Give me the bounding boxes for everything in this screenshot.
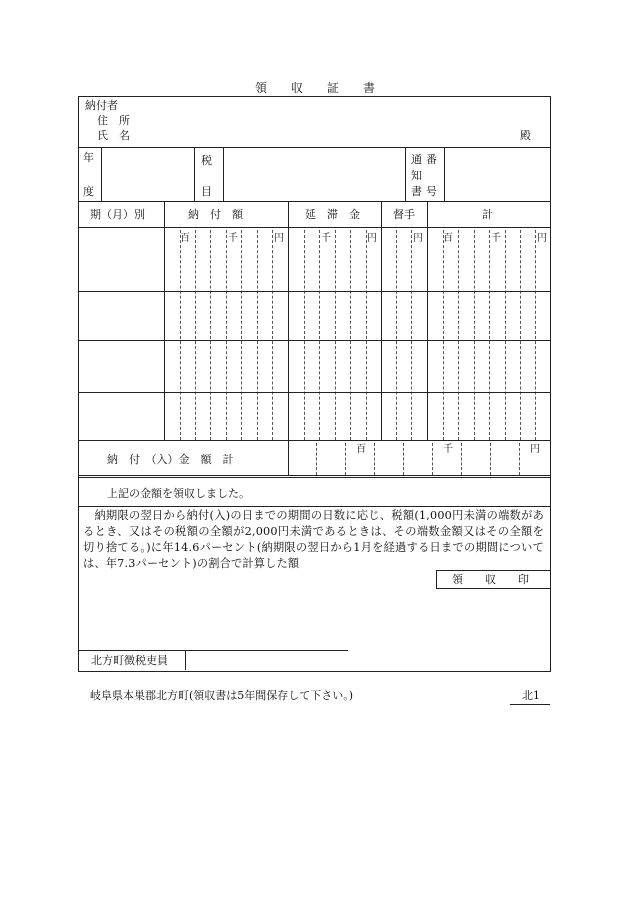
name-label: 氏 名 (97, 129, 130, 142)
unit-yen-late: 円 (367, 233, 377, 244)
col-line-period (164, 201, 165, 441)
total-unit-thousand: 千 (443, 444, 453, 455)
total-unit-hundred: 百 (356, 444, 366, 455)
col-line-payment (288, 201, 289, 441)
unit-thousand-total: 千 (491, 233, 501, 244)
digit-line (350, 230, 351, 440)
divider-year-value (194, 147, 195, 201)
address-label: 住 所 (97, 114, 130, 127)
total-digit-line (519, 443, 520, 475)
form-code: 北1 (522, 689, 540, 702)
divider-year (101, 147, 102, 201)
total-digit-line (316, 443, 317, 475)
total-digit-line (345, 443, 346, 475)
unit-hundred-payment: 百 (180, 233, 190, 244)
header-period: 期（月）別 (90, 208, 145, 221)
divider-tax-value (405, 147, 406, 201)
col-line-late (381, 201, 382, 441)
digit-line (272, 230, 273, 440)
collector-divider (78, 650, 348, 651)
digit-line (226, 230, 227, 440)
row-divider (78, 291, 550, 292)
unit-thousand-late: 千 (321, 233, 331, 244)
row-divider (78, 340, 550, 341)
digit-line (443, 230, 444, 440)
digit-line (304, 230, 305, 440)
divider-header-top (78, 201, 550, 202)
unit-hundred-total: 百 (443, 233, 453, 244)
late-fee-note: 納期限の翌日から納付(入)の日までの期間の日数に応じ、税額(1,000円未満の端数があるとき、又はその税額の全額が2,000円未満であるときは、その端数金額又はその全額を切り捨てる。)に年14.6パーセント(納期限の翌日から1月を経過する日までの期間については、年7.3パーセント)の割合で計算した額 (83, 509, 544, 570)
notice-label-5: 号 (426, 185, 437, 198)
total-digit-line (432, 443, 433, 475)
row-divider-total-top (78, 440, 550, 441)
digit-line (180, 230, 181, 440)
footer-text: 岐阜県本巣郡北方町(領収書は5年間保存して下さい。) (90, 689, 354, 702)
digit-line (241, 230, 242, 440)
digit-line (505, 230, 506, 440)
notice-label-1: 通 (411, 153, 422, 166)
year-label-top: 年 (83, 151, 94, 164)
digit-line (520, 230, 521, 440)
honorific-label: 殿 (520, 129, 531, 142)
stamp-box-top (436, 570, 550, 571)
form-code-underline (510, 704, 550, 705)
digit-line (458, 230, 459, 440)
payer-label: 納付者 (85, 99, 118, 112)
total-digit-line (490, 443, 491, 475)
collector-label: 北方町徴税吏員 (91, 654, 168, 667)
notice-label-2: 知 (411, 169, 422, 182)
total-digit-line (461, 443, 462, 475)
divider-tax-item (223, 147, 224, 201)
unit-yen-payment: 円 (274, 233, 284, 244)
total-unit-yen: 円 (530, 444, 540, 455)
digit-line (366, 230, 367, 440)
receipt-stamp-label: 領 収 印 (452, 573, 529, 586)
total-digit-line (374, 443, 375, 475)
divider-notice (444, 147, 445, 201)
digit-line (195, 230, 196, 440)
stamp-box-left (436, 570, 437, 588)
digit-line (411, 230, 412, 440)
year-label-bottom: 度 (83, 185, 94, 198)
header-late-fee: 延 滞 金 (305, 208, 360, 221)
tax-item-label-top: 税 (201, 154, 212, 167)
digit-line (257, 230, 258, 440)
notice-label-4: 番 (426, 153, 437, 166)
divider-header-bottom (78, 227, 550, 228)
unit-yen-dunning: 円 (413, 233, 423, 244)
header-dunning-fee: 督手 (393, 208, 415, 221)
stamp-box-bottom (436, 588, 550, 589)
notice-label-3: 書 (411, 185, 422, 198)
digit-line (535, 230, 536, 440)
total-digit-line (403, 443, 404, 475)
header-payment-amount: 納 付 額 (188, 208, 243, 221)
header-total: 計 (482, 208, 493, 221)
divider-received (78, 506, 550, 507)
tax-item-label-bottom: 目 (201, 185, 212, 198)
row-divider (78, 392, 550, 393)
unit-thousand-payment: 千 (228, 233, 238, 244)
collector-box-divider (185, 650, 186, 670)
document-title: 領 収 証 書 (255, 81, 376, 95)
digit-line (489, 230, 490, 440)
double-line-bottom (78, 477, 550, 478)
divider-payer (78, 147, 550, 148)
col-line-dunning (427, 201, 428, 441)
digit-line (335, 230, 336, 440)
received-text: 上記の金額を領収しました。 (107, 487, 250, 500)
digit-line (474, 230, 475, 440)
unit-yen-total: 円 (537, 233, 547, 244)
total-row-divider (288, 440, 289, 476)
digit-line (396, 230, 397, 440)
total-row-label: 納 付 （入）金 額 計 (107, 453, 234, 466)
digit-line (210, 230, 211, 440)
digit-line (319, 230, 320, 440)
double-line-top (78, 475, 550, 476)
